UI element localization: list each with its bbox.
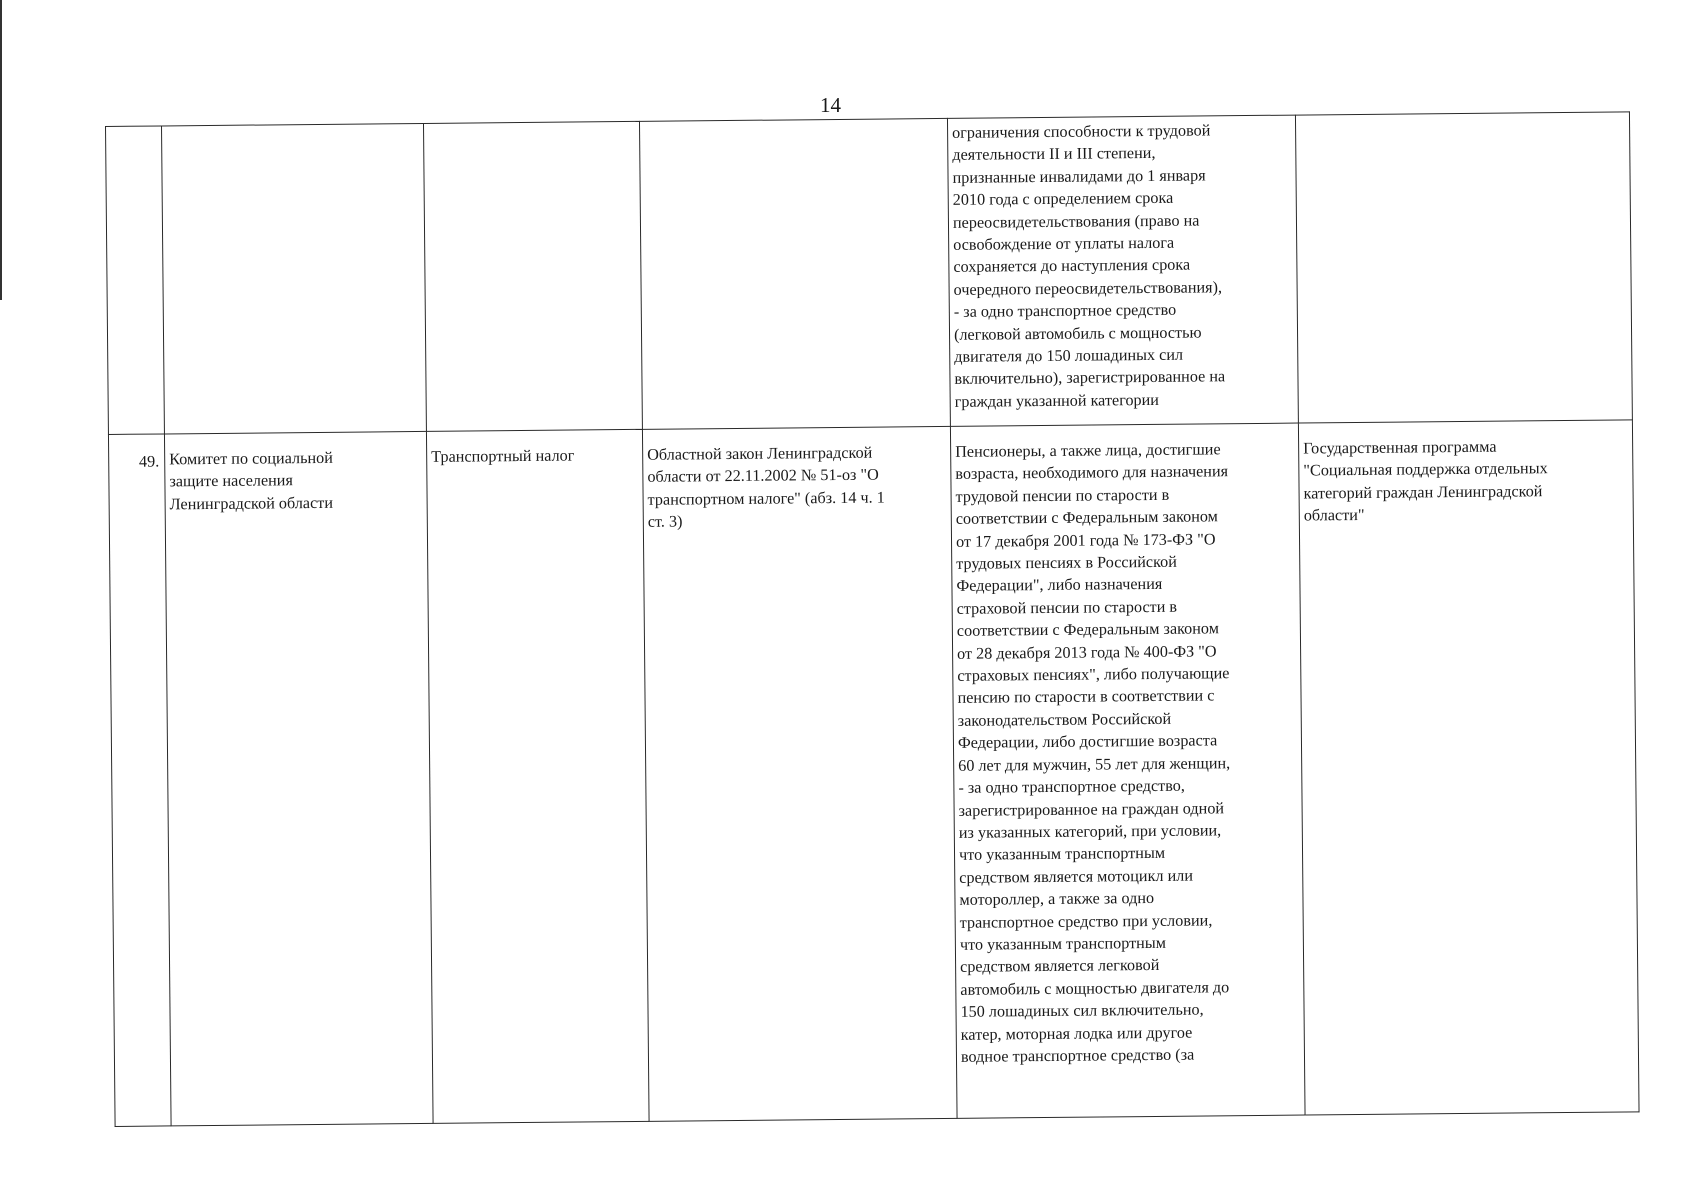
- law-line: Областной закон Ленинградской: [647, 443, 873, 464]
- benefits-table: [105, 111, 1640, 1127]
- cell-program: [1298, 420, 1639, 1115]
- program-line: "Социальная поддержка отдельных: [1303, 459, 1548, 480]
- category-line: ограничения способности к трудовой: [952, 121, 1211, 142]
- program-line: Государственная программа: [1303, 437, 1497, 458]
- table-row-continued: [106, 112, 1633, 435]
- category-line: 60 лет для мужчин, 55 лет для женщин,: [958, 753, 1231, 775]
- cell-committee: [162, 123, 427, 434]
- law-line: ст. 3): [647, 512, 683, 532]
- law-line: области от 22.11.2002 № 51-оз "О: [647, 465, 879, 487]
- law-line: транспортном налоге" (абз. 14 ч. 1: [647, 488, 885, 509]
- cell-tax: [423, 121, 642, 431]
- scan-edge-mark: [0, 0, 2, 300]
- category-line: страховых пенсиях", либо получающие: [957, 664, 1230, 685]
- category-line: из указанных категорий, при условии,: [958, 821, 1222, 842]
- category-line: Федерации, либо достигшие возраста: [957, 731, 1218, 753]
- category-line: - за одно транспортное средство,: [958, 776, 1185, 797]
- category-line: Федерации", либо назначения: [956, 575, 1163, 596]
- cell-number: [106, 126, 165, 435]
- category-line: освобождение от уплаты налога: [953, 233, 1175, 254]
- category-line: возраста, необходимого для назначения: [955, 462, 1229, 484]
- category-line: средством является мотоцикл или: [959, 866, 1194, 887]
- category-line: пенсию по старости в соответствии с: [957, 686, 1215, 708]
- program-line: категорий граждан Ленинградской: [1303, 482, 1543, 503]
- category-line: автомобиль с мощностью двигателя до: [960, 977, 1230, 999]
- cell-category: [950, 423, 1305, 1118]
- category-line: (легковой автомобиль с мощностью: [953, 323, 1202, 344]
- category-line: включительно), зарегистрированное на: [954, 367, 1226, 389]
- category-line: граждан указанной категории: [954, 390, 1159, 411]
- cell-law: [639, 118, 950, 429]
- cell-committee: [164, 431, 433, 1125]
- category-line: страховой пенсии по старости в: [956, 597, 1178, 618]
- category-line: двигателя до 150 лошадиных сил: [954, 345, 1184, 366]
- table-row-49: [108, 420, 1639, 1127]
- cell-program: [1295, 112, 1632, 423]
- cell-tax: [426, 429, 649, 1123]
- category-line: от 28 декабря 2013 года № 400-ФЗ "О: [957, 642, 1217, 663]
- category-line: 2010 года с определением срока: [952, 188, 1174, 210]
- program-line: области": [1303, 506, 1365, 525]
- category-line: катер, моторная лодка или другое: [960, 1023, 1193, 1044]
- committee-line: Комитет по социальной: [169, 448, 333, 469]
- cell-category: [947, 115, 1298, 426]
- category-line: трудовых пенсиях в Российской: [956, 552, 1177, 573]
- category-line: средством является легковой: [960, 956, 1160, 977]
- category-line: что указанным транспортным: [959, 933, 1166, 954]
- category-line: сохраняется до наступления срока: [953, 256, 1191, 277]
- committee-line: Ленинградской области: [169, 493, 334, 514]
- category-line: мотороллер, а также за одно: [959, 889, 1155, 909]
- category-line: переосвидетельствования (право на: [952, 211, 1200, 232]
- category-line: Пенсионеры, а также лица, достигшие: [955, 440, 1221, 461]
- category-line: признанные инвалидами до 1 января: [952, 166, 1206, 187]
- category-line: законодательством Российской: [957, 709, 1172, 730]
- cell-number: 49.: [108, 434, 171, 1127]
- category-line: трудовой пенсии по старости в: [955, 485, 1170, 506]
- category-line: что указанным транспортным: [958, 844, 1166, 865]
- category-line: 150 лошадиных сил включительно,: [960, 1000, 1204, 1021]
- page-number: 14: [820, 93, 841, 117]
- category-line: соответствии с Федеральным законом: [955, 507, 1218, 529]
- committee-line: защите населения: [169, 471, 293, 491]
- tax-label: Транспортный налог: [431, 446, 575, 466]
- category-line: деятельности II и III степени,: [952, 144, 1156, 165]
- category-line: очередного переосвидетельствования),: [953, 278, 1223, 299]
- category-line: транспортное средство при условии,: [959, 910, 1213, 932]
- category-line: от 17 декабря 2001 года № 173-ФЗ "О: [955, 529, 1216, 551]
- category-line: зарегистрированное на граждан одной: [958, 798, 1225, 820]
- category-line: водное транспортное средство (за: [960, 1045, 1195, 1066]
- cell-law: [642, 426, 957, 1121]
- benefits-table-container: [105, 111, 1639, 1126]
- category-line: - за одно транспортное средство: [953, 300, 1177, 322]
- category-line: соответствии с Федеральным законом: [956, 619, 1220, 641]
